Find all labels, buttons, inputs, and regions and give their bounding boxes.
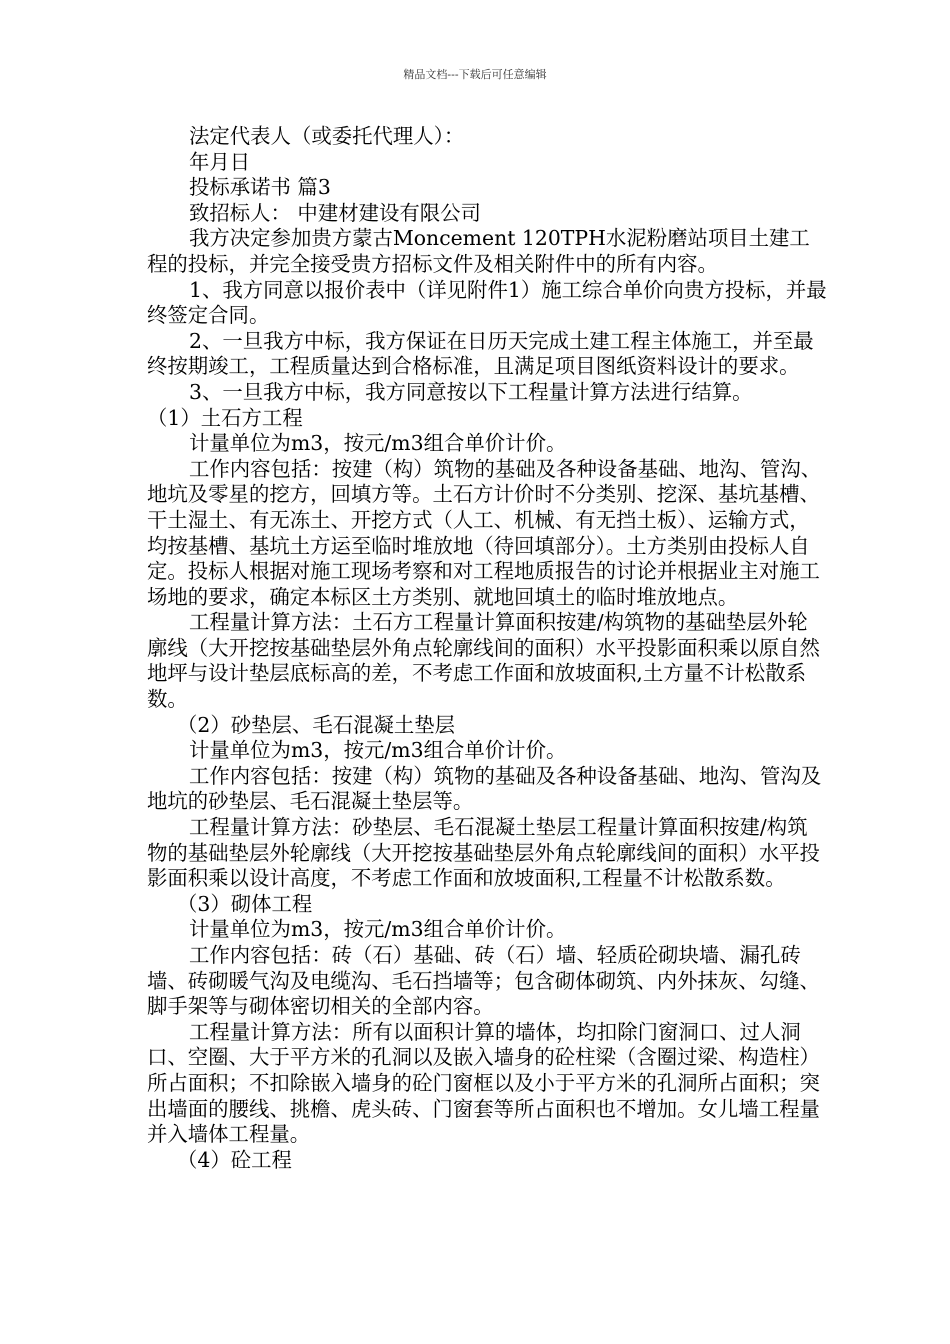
clause-3: 3、一旦我方中标，我方同意按以下工程量计算方法进行结算。 xyxy=(189,379,753,404)
section-title: 投标承诺书 篇3 xyxy=(189,175,331,200)
clause-1: 1、我方同意以报价表中（详见附件1）施工综合单价向贵方投标，并最终签定合同。 xyxy=(147,277,827,328)
earthwork-method: 工程量计算方法：土石方工程量计算面积按建/构筑物的基础垫层外轮廓线（大开挖按基础垫层外角点轮廓线间的面积）水平投影面积乘以原自然地坪与设计垫层底标高的差，不考虑工作面和放坡面积,土方量不计松散系数。 xyxy=(147,610,820,712)
document-body xyxy=(147,124,827,1173)
subsection-heading-cushion: （2）砂垫层、毛石混凝土垫层 xyxy=(177,712,456,737)
masonry-method: 工程量计算方法：所有以面积计算的墙体，均扣除门窗洞口、过人洞口、空圈、大于平方米的孔洞以及嵌入墙身的砼柱梁（含圈过梁、构造柱）所占面积；不扣除嵌入墙身的砼门窗框以及小于平方米的孔洞所占面积；突出墙面的腰线、挑檐、虎头砖、门窗套等所占面积也不增加。女儿墙工程量并入墙体工程量。 xyxy=(147,1019,820,1147)
masonry-unit: 计量单位为m3，按元/m3组合单价计价。 xyxy=(189,917,567,942)
signature-line: 法定代表人（或委托代理人）： xyxy=(189,124,465,148)
earthwork-unit: 计量单位为m3，按元/m3组合单价计价。 xyxy=(189,431,567,456)
intro-paragraph: 我方决定参加贵方蒙古Moncement 120TPH水泥粉磨站项目土建工程的投标，并完全接受贵方招标文件及相关附件中的所有内容。 xyxy=(147,226,810,276)
page-header: 精品文档---下载后可任意编辑 xyxy=(403,68,547,81)
masonry-scope: 工作内容包括：砖（石）基础、砖（石）墙、轻质砼砌块墙、漏孔砖墙、砖砌暖气沟及电缆沟、毛石挡墙等；包含砌体砌筑、内外抹灰、勾缝、脚手架等与砌体密切相关的全部内容。 xyxy=(147,943,820,1019)
cushion-scope: 工作内容包括：按建（构）筑物的基础及各种设备基础、地沟、管沟及地坑的砂垫层、毛石混凝土垫层等。 xyxy=(147,763,822,814)
subsection-heading-masonry: （3）砌体工程 xyxy=(177,891,313,916)
cushion-method: 工程量计算方法：砂垫层、毛石混凝土垫层工程量计算面积按建/构筑物的基础垫层外轮廓线（大开挖按基础垫层外角点轮廓线间的面积）水平投影面积乘以设计高度，不考虑工作面和放坡面积,工程量不计松散系数。 xyxy=(147,815,820,891)
addressee-line: 致招标人： 中建材建设有限公司 xyxy=(189,200,481,225)
subsection-heading-concrete: （4）砼工程 xyxy=(177,1147,292,1172)
earthwork-scope: 工作内容包括：按建（构）筑物的基础及各种设备基础、地沟、管沟、地坑及零星的挖方，回填方等。土石方计价时不分类别、挖深、基坑基槽、干土湿土、有无冻土、开挖方式（人工、机械、有无挡土板）、运输方式，均按基槽、基坑土方运至临时堆放地（待回填部分）。土方类别由投标人自定。投标人根据对施工现场考察和对工程地质报告的讨论并根据业主对施工场地的要求，确定本标区土方类别、就地回填土的临时堆放地点。 xyxy=(147,456,822,609)
subsection-heading-earthwork: （1）土石方工程 xyxy=(147,405,303,430)
cushion-unit: 计量单位为m3，按元/m3组合单价计价。 xyxy=(189,738,567,763)
date-line: 年月日 xyxy=(189,149,251,174)
clause-2: 2、一旦我方中标，我方保证在日历天完成土建工程主体施工，并至最终按期竣工，工程质量达到合格标准，且满足项目图纸资料设计的要求。 xyxy=(147,328,814,379)
